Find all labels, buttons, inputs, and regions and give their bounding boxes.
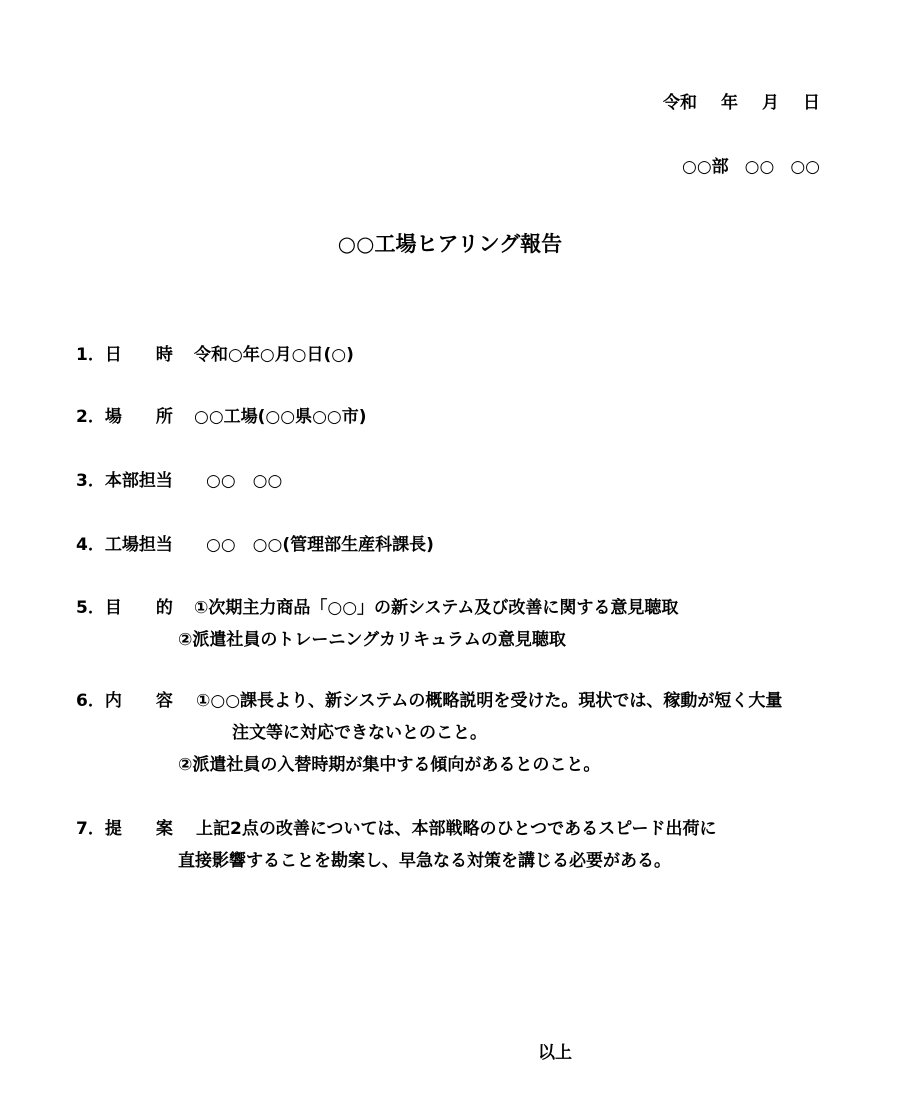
item-datetime bbox=[76, 344, 354, 366]
date-month: 月 bbox=[762, 93, 779, 113]
author-family-name: ○○ bbox=[744, 157, 775, 177]
date-day: 日 bbox=[803, 93, 820, 113]
item-place bbox=[76, 406, 367, 428]
proposal-line-2: 直接影響することを勘案し、早急なる対策を講じる必要がある。 bbox=[178, 851, 671, 871]
item-label: 3．本部担当 bbox=[76, 471, 173, 491]
item-proposal-label: 7．提 案 bbox=[76, 819, 173, 839]
document-title: ○○工場ヒアリング報告 bbox=[337, 232, 563, 256]
item-label: 1．日 時 bbox=[76, 345, 173, 365]
author-line bbox=[682, 152, 820, 177]
closing-mark: 以上 bbox=[538, 1043, 572, 1063]
content-line-1: ①○○課長より、新システムの概略説明を受けた。現状では、稼動が短く大量 bbox=[196, 691, 783, 711]
content-line-3: ②派遣社員の入替時期が集中する傾向があるとのこと。 bbox=[178, 755, 601, 775]
item-value: 令和○年○月○日(○) bbox=[194, 345, 354, 365]
item-value: ○○工場(○○県○○市) bbox=[194, 407, 367, 427]
item-label: 4．工場担当 bbox=[76, 535, 173, 555]
purpose-line-1: ①次期主力商品「○○」の新システム及び改善に関する意見聴取 bbox=[194, 598, 679, 618]
item-factory-contact bbox=[76, 534, 434, 556]
item-content-label: 6．内 容 bbox=[76, 691, 173, 711]
item-hq-contact bbox=[76, 470, 282, 492]
item-value: ○○ ○○(管理部生産科課長) bbox=[206, 535, 434, 555]
report-date bbox=[663, 88, 820, 113]
purpose-line-2: ②派遣社員のトレーニングカリキュラムの意見聴取 bbox=[178, 630, 566, 650]
author-given-name: ○○ bbox=[790, 157, 820, 177]
item-label: 2．場 所 bbox=[76, 407, 173, 427]
content-line-2: 注文等に対応できないとのこと。 bbox=[232, 723, 487, 743]
date-year: 年 bbox=[721, 93, 738, 113]
proposal-line-1: 上記2点の改善については、本部戦略のひとつであるスピード出荷に bbox=[196, 819, 717, 839]
author-dept: ○○部 bbox=[681, 157, 729, 177]
item-value: ○○ ○○ bbox=[206, 471, 283, 491]
item-purpose-label: 5．目 的 bbox=[76, 598, 173, 618]
date-era: 令和 bbox=[663, 93, 697, 113]
